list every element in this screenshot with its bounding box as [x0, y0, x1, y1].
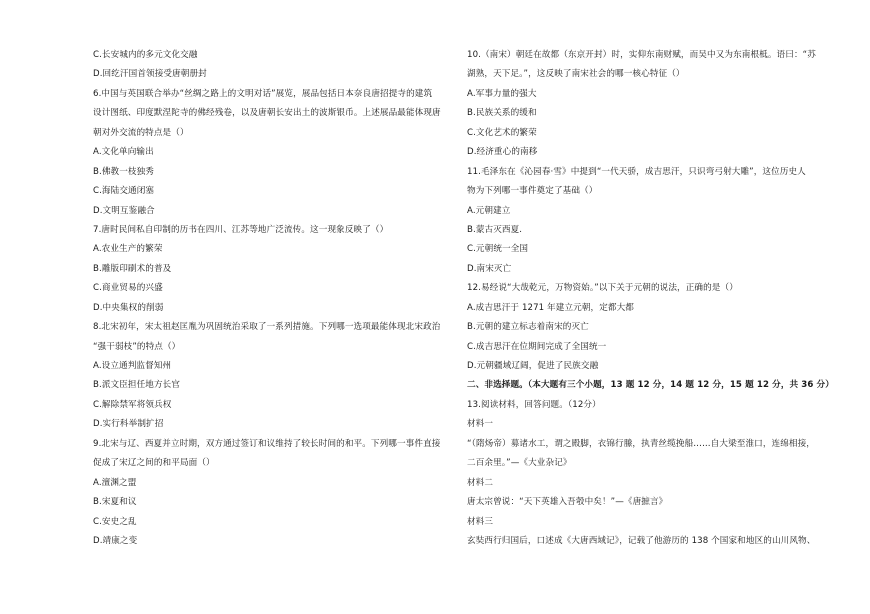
option-line: B.元朝的建立标志着南宋的灭亡	[467, 322, 589, 333]
option-line: D.南宋灭亡	[467, 263, 512, 274]
option-line: A.文化单向输出	[93, 147, 154, 158]
option-line: D.回纥汗国首领接受唐朝册封	[93, 69, 207, 80]
option-line: B.宋夏和议	[93, 497, 137, 508]
material-text: 唐太宗曾说：“天下英雄入吾彀中矣！”—《唐摭言》	[467, 497, 668, 508]
question-6-text: 6.中国与英国联合举办“丝绸之路上的文明对话”展览，展品包括日本奈良唐招提寺的建筑	[93, 88, 433, 99]
option-line: C.长安城内的多元文化交融	[93, 50, 198, 60]
option-line: A.元朝建立	[467, 205, 511, 216]
option-line: B.雕版印刷术的普及	[93, 263, 172, 274]
option-line: D.中央集权的削弱	[93, 302, 164, 313]
question-8-text: 8.北宋初年，宋太祖赵匡胤为巩固统治采取了一系列措施。下列哪一选项最能体现北宋政治	[93, 322, 441, 333]
option-line: A.农业生产的繁荣	[93, 244, 163, 255]
question-11-text: 物为下列哪一事件奠定了基础（）	[467, 186, 598, 197]
option-line: C.商业贸易的兴盛	[93, 283, 163, 294]
option-line: A.成吉思汗于 1271 年建立元朝，定都大都	[467, 302, 634, 313]
question-6-text: 朝对外交流的特点是（）	[93, 127, 189, 138]
material-text: “（隋炀帝）募诸水工，谓之殿脚，衣锦行縢，执青丝缆挽船……自大梁至淮口，连绵相接，	[467, 438, 816, 449]
option-line: D.靖康之变	[93, 535, 138, 546]
option-line: D.文明互鉴融合	[93, 205, 155, 216]
option-line: C.安史之乱	[93, 516, 137, 527]
option-line: A.设立通判监督知州	[93, 361, 172, 371]
option-line: D.元朝疆域辽阔，促进了民族交融	[467, 361, 599, 371]
question-7-text: 7.唐时民间私自印制的历书在四川、江苏等地广泛流传。这一现象反映了（）	[93, 224, 389, 235]
option-line: D.实行科举制扩招	[93, 419, 164, 430]
question-6-text: 设计图纸、印度默涅陀寺的佛经残卷，以及唐朝长安出土的波斯银币。上述展品最能体现唐	[93, 108, 441, 119]
question-9-text: 促成了宋辽之间的和平局面（）	[93, 458, 215, 469]
question-10-text: 湖熟，天下足。”，这反映了南宋社会的哪一核心特征（）	[467, 69, 685, 80]
material-text: 玄奘西行归国后，口述成《大唐西域记》，记载了他游历的 138 个国家和地区的山川风物、	[467, 535, 816, 546]
question-10-text: 10.（南宋）朝廷在故都（东京开封）时，实仰东南财赋，而吴中又为东南根柢。语曰：“苏	[467, 50, 816, 60]
material-text: 二百余里。”—《大业杂记》	[467, 458, 572, 469]
option-line: B.佛教一枝独秀	[93, 166, 154, 177]
option-line: B.民族关系的缓和	[467, 108, 537, 119]
question-9-text: 9.北宋与辽、西夏并立时期，双方通过签订和议维持了较长时间的和平。下列哪一事件直接	[93, 438, 441, 449]
material-label: 材料一	[467, 419, 494, 430]
option-line: C.元朝统一全国	[467, 244, 529, 255]
option-line: B.派文臣担任地方长官	[93, 380, 181, 391]
option-line: C.文化艺术的繁荣	[467, 127, 537, 138]
left-column	[93, 46, 463, 551]
option-line: A.军事力量的强大	[467, 88, 537, 99]
question-8-text: “强干弱枝”的特点（）	[93, 341, 181, 352]
question-11-text: 11.毛泽东在《沁园春·雪》中提到“一代天骄，成吉思汗，只识弯弓射大雕”，这位历史人	[467, 166, 806, 177]
section-heading: 二、非选择题。（本大题有三个小题，13 题 12 分，14 题 12 分，15 题 12 分，共 36 分）	[467, 380, 834, 391]
option-line: A.澶渊之盟	[93, 477, 137, 488]
option-line: D.经济重心的南移	[467, 147, 538, 158]
option-line: B.蒙古灭西夏.	[467, 224, 523, 235]
material-label: 材料三	[467, 516, 494, 527]
material-label: 材料二	[467, 477, 494, 488]
option-line: C.海陆交通闭塞	[93, 186, 155, 197]
option-line: C.解除禁军将领兵权	[93, 399, 172, 410]
question-13-text: 13.阅读材料，回答问题。（12分）	[467, 399, 601, 410]
option-line: C.成吉思汗在位期间完成了全国统一	[467, 341, 607, 352]
question-12-text: 12.易经说“大哉乾元，万物资始。”以下关于元朝的说法，正确的是（）	[467, 283, 738, 294]
right-column	[467, 46, 837, 551]
